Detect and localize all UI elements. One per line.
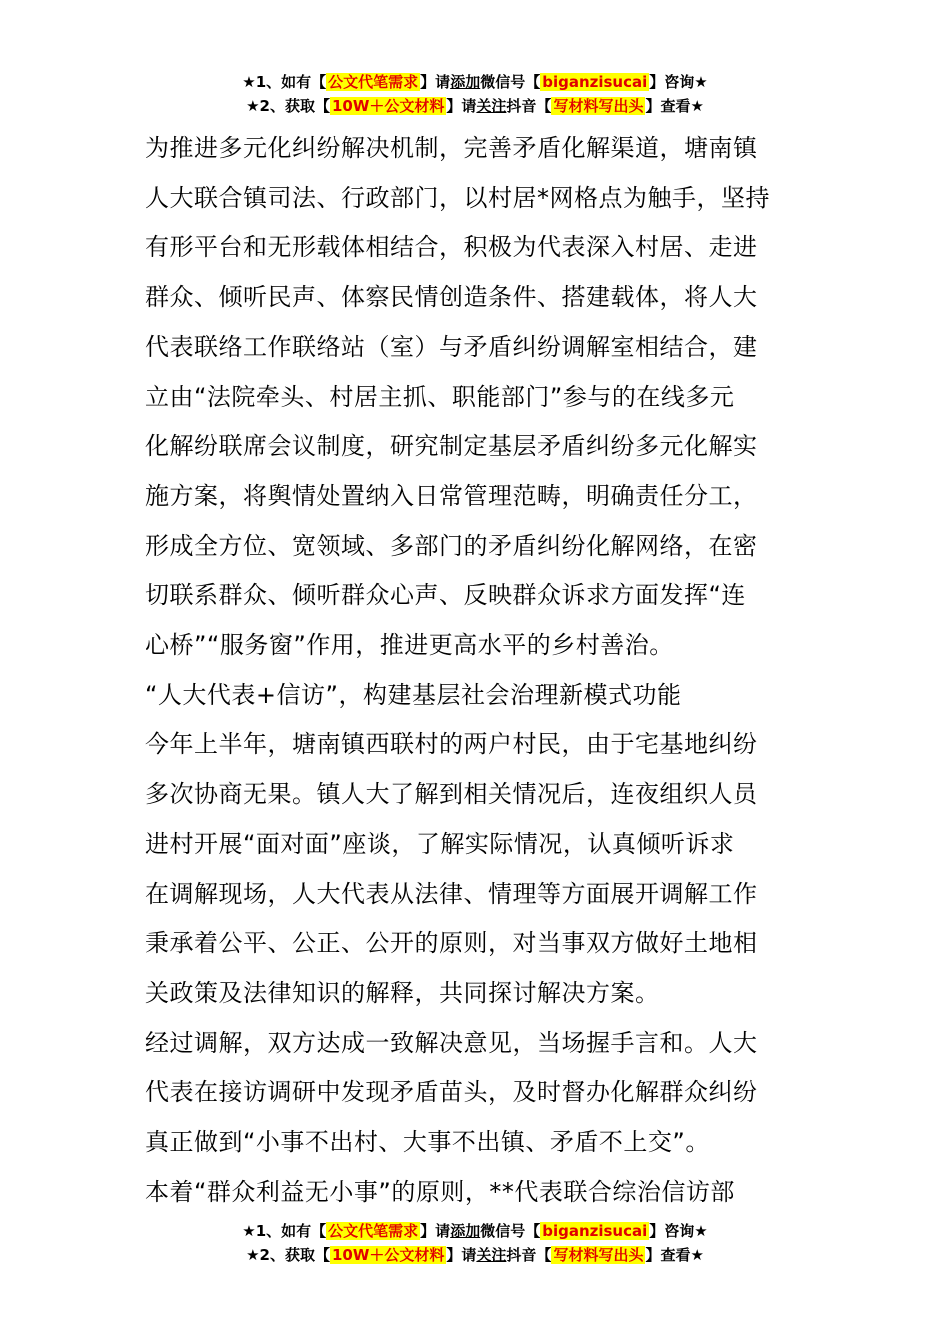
banner-underline-follow: 关注 [476, 97, 507, 115]
banner-line-2-mid2: 抖音【 [506, 1246, 552, 1264]
banner-line-2-mid2: 抖音【 [506, 97, 552, 115]
banner-highlight-douyin: 写材料写出头 [553, 1246, 644, 1264]
banner-highlight-wechat: biganzisucai [542, 1222, 648, 1240]
banner-line-1-mid1: 】请 [420, 73, 451, 91]
banner-line-1-suffix: 】咨询★ [649, 1222, 708, 1240]
banner-line-2 [0, 1243, 950, 1267]
banner-line-1-mid1: 】请 [420, 1222, 451, 1240]
body-line: 代表联络工作联络站（室）与矛盾纠纷调解室相结合，建 [145, 332, 758, 361]
banner-line-1-mid2: 微信号【 [480, 1222, 541, 1240]
body-line: 今年上半年，塘南镇西联村的两户村民，由于宅基地纠纷 [145, 730, 758, 759]
banner-highlight-service: 公文代笔需求 [328, 73, 419, 91]
body-line: 化解纷联席会议制度，研究制定基层矛盾纠纷多元化解实 [145, 432, 758, 461]
banner-highlight-service: 公文代笔需求 [328, 1222, 419, 1240]
banner-line-2-mid1: 】请 [446, 97, 477, 115]
banner-line-2 [0, 94, 950, 118]
body-line: 心桥”“服务窗”作用，推进更高水平的乡村善治。 [145, 631, 674, 660]
body-line: 切联系群众、倾听群众心声、反映群众诉求方面发挥“连 [145, 581, 746, 610]
banner-line-1-mid2: 微信号【 [480, 73, 541, 91]
banner-line-1-prefix: ★1、如有【 [242, 1222, 327, 1240]
banner-line-1 [0, 1219, 950, 1243]
banner-highlight-wechat: biganzisucai [542, 73, 648, 91]
body-line: 群众、倾听民声、体察民情创造条件、搭建载体，将人大 [145, 283, 758, 312]
body-line: 形成全方位、宽领域、多部门的矛盾纠纷化解网络，在密 [145, 531, 758, 560]
banner-line-2-mid1: 】请 [446, 1246, 477, 1264]
body-line: 人大联合镇司法、行政部门，以村居*网格点为触手，坚持 [145, 183, 770, 212]
body-line: 立由“法院牵头、村居主抓、职能部门”参与的在线多元 [145, 382, 735, 411]
body-line: 多次协商无果。镇人大了解到相关情况后，连夜组织人员 [145, 780, 758, 809]
banner-highlight-materials: 10W＋公文材料 [331, 1246, 445, 1264]
banner-line-2-suffix: 】查看★ [645, 1246, 704, 1264]
banner-line-1-prefix: ★1、如有【 [242, 73, 327, 91]
banner-underline-follow: 关注 [476, 1246, 507, 1264]
banner-line-2-prefix: ★2、获取【 [246, 1246, 330, 1264]
body-line: 本着“群众利益无小事”的原则，**代表联合综治信访部 [145, 1177, 735, 1206]
document-body [145, 124, 810, 1217]
banner-line-1-suffix: 】咨询★ [649, 73, 708, 91]
banner-highlight-douyin: 写材料写出头 [553, 97, 644, 115]
body-line: 在调解现场，人大代表从法律、情理等方面展开调解工作 [145, 879, 758, 908]
footer-banner [0, 1219, 950, 1267]
banner-highlight-materials: 10W＋公文材料 [331, 97, 445, 115]
body-line: 为推进多元化纠纷解决机制，完善矛盾化解渠道，塘南镇 [145, 134, 758, 162]
body-line: 关政策及法律知识的解释，共同探讨解决方案。 [145, 978, 660, 1007]
banner-line-2-suffix: 】查看★ [645, 97, 704, 115]
body-line: 有形平台和无形载体相结合，积极为代表深入村居、走进 [145, 233, 758, 262]
body-line: 经过调解，双方达成一致解决意见，当场握手言和。人大 [145, 1028, 758, 1057]
section-heading: “人大代表+信访”，构建基层社会治理新模式功能 [145, 680, 682, 709]
banner-underline-add: 添加 [450, 73, 481, 91]
banner-line-1 [0, 70, 950, 94]
body-line: 真正做到“小事不出村、大事不出镇、矛盾不上交”。 [145, 1128, 710, 1157]
header-banner [0, 70, 950, 118]
body-line: 秉承着公平、公正、公开的原则，对当事双方做好土地相 [145, 929, 758, 958]
banner-line-2-prefix: ★2、获取【 [246, 97, 330, 115]
body-line: 进村开展“面对面”座谈，了解实际情况，认真倾听诉求 [145, 829, 735, 858]
body-line: 施方案，将舆情处置纳入日常管理范畴，明确责任分工， [145, 481, 758, 510]
body-line: 代表在接访调研中发现矛盾苗头，及时督办化解群众纠纷 [145, 1078, 758, 1107]
banner-underline-add: 添加 [450, 1222, 481, 1240]
